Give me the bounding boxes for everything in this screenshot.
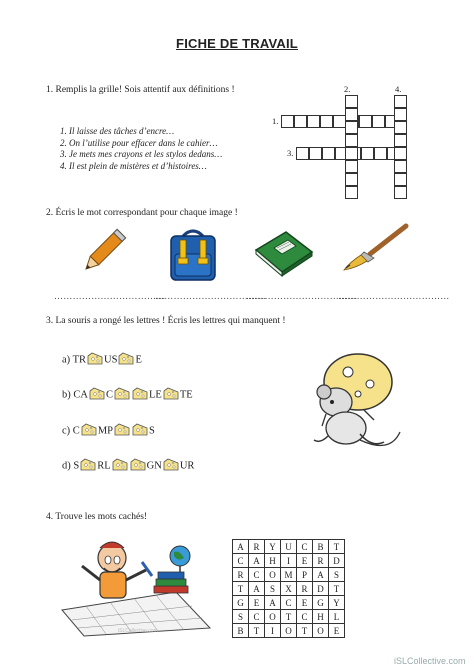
word-search-cell[interactable]: O — [313, 624, 329, 638]
word-search-cell[interactable]: A — [233, 540, 249, 554]
gnawed-word-letters: UR — [179, 460, 195, 472]
word-search-cell[interactable]: D — [313, 582, 329, 596]
crossword-cell[interactable] — [394, 186, 407, 199]
word-search-cell[interactable]: M — [281, 568, 297, 582]
word-search-cell[interactable]: G — [313, 596, 329, 610]
word-search-cell[interactable]: R — [313, 554, 329, 568]
word-search-cell[interactable]: P — [297, 568, 313, 582]
word-search-row — [233, 540, 345, 554]
crossword-number-3: 3. — [287, 148, 294, 158]
gnawed-word-label: c) — [62, 425, 73, 437]
word-search-row — [233, 554, 345, 568]
word-search-cell[interactable]: C — [249, 610, 265, 624]
word-search-cell[interactable]: B — [313, 540, 329, 554]
cheese-icon — [130, 458, 146, 474]
crossword-cell[interactable] — [294, 115, 307, 128]
mouse-with-cheese-image — [300, 344, 408, 456]
crossword-cell[interactable] — [359, 115, 372, 128]
gnawed-word-2 — [62, 387, 193, 403]
definition-2: 2. On l’utilise pour effacer dans le cahier… — [60, 137, 218, 148]
crossword-cell[interactable] — [345, 108, 358, 121]
crossword-cell[interactable] — [322, 147, 335, 160]
crossword-cell[interactable] — [345, 95, 358, 108]
exercise-4-instruction: 4. Trouve les mots cachés! — [46, 512, 148, 522]
crossword-cell[interactable] — [296, 147, 309, 160]
word-search-cell[interactable]: A — [265, 596, 281, 610]
gnawed-word-letters: TE — [179, 389, 193, 401]
cheese-icon — [89, 387, 105, 403]
definition-1: 1. Il laisse des tâches d’encre… — [60, 126, 175, 136]
definition-4: 4. Il est plein de mistères et d’histoires… — [60, 160, 207, 171]
word-search-cell[interactable]: O — [281, 624, 297, 638]
crossword-cell[interactable] — [345, 121, 358, 134]
gnawed-word-letters: TR — [72, 354, 87, 366]
gnawed-word-letters: GN — [146, 460, 162, 472]
gnawed-word-letters: S — [73, 460, 80, 472]
exercise-2-instruction: 2. Écris le mot correspondant pour chaque image ! — [46, 208, 238, 218]
gnawed-word-4 — [62, 458, 194, 474]
word-search-cell[interactable]: C — [281, 596, 297, 610]
pencil-image — [78, 226, 128, 278]
student-with-crossword-image — [56, 532, 214, 638]
word-search-cell[interactable]: L — [329, 610, 345, 624]
word-search-row — [233, 624, 345, 638]
paintbrush-image — [340, 222, 410, 274]
crossword-number-2: 2. — [344, 84, 351, 94]
word-search-cell[interactable]: I — [265, 624, 281, 638]
crossword-cell[interactable] — [307, 115, 320, 128]
footer-brand: iSLCollective.com — [394, 656, 466, 666]
word-search-cell[interactable]: Y — [265, 540, 281, 554]
word-search-cell[interactable]: A — [249, 582, 265, 596]
cheese-icon — [114, 387, 130, 403]
word-search-cell[interactable]: T — [281, 610, 297, 624]
exercise-1-instruction: 1. Remplis la grille! Sois attentif aux définitions ! — [46, 85, 235, 95]
word-search-row — [233, 582, 345, 596]
word-search-cell[interactable]: C — [233, 554, 249, 568]
crossword-cell[interactable] — [345, 173, 358, 186]
word-search-cell[interactable]: A — [249, 554, 265, 568]
word-search-cell[interactable]: C — [297, 540, 313, 554]
gnawed-word-label: b) — [62, 389, 74, 401]
cheese-icon — [112, 458, 128, 474]
word-search-cell[interactable]: C — [249, 568, 265, 582]
word-search-cell[interactable]: C — [297, 610, 313, 624]
word-search-cell[interactable]: R — [249, 540, 265, 554]
word-search-cell[interactable]: X — [281, 582, 297, 596]
crossword-cell[interactable] — [394, 108, 407, 121]
crossword-number-4: 4. — [395, 84, 402, 94]
word-search-cell[interactable]: O — [265, 568, 281, 582]
answer-line-2[interactable]: ……………………………… — [155, 291, 267, 301]
crossword-cell[interactable] — [394, 121, 407, 134]
crossword-cell[interactable] — [345, 186, 358, 199]
word-search-row — [233, 568, 345, 582]
word-search-cell[interactable]: S — [265, 582, 281, 596]
crossword-cell[interactable] — [394, 134, 407, 147]
cheese-icon — [81, 423, 97, 439]
crossword-cell[interactable] — [345, 160, 358, 173]
exercise-3-instruction: 3. La souris a rongé les lettres ! Écris les lettres qui manquent ! — [46, 316, 286, 326]
word-search-cell[interactable]: R — [233, 568, 249, 582]
gnawed-word-letters: C — [72, 425, 80, 437]
gnawed-word-1 — [62, 352, 142, 368]
crossword-cell[interactable] — [394, 95, 407, 108]
gnawed-word-letters: US — [104, 354, 118, 366]
word-search-cell[interactable]: T — [297, 624, 313, 638]
crossword-cell[interactable] — [372, 115, 385, 128]
page-title: FICHE DE TRAVAIL — [176, 36, 298, 51]
word-search-cell[interactable]: D — [329, 554, 345, 568]
word-search-cell[interactable]: T — [249, 624, 265, 638]
cheese-icon — [132, 423, 148, 439]
crossword-cell[interactable] — [394, 160, 407, 173]
definition-3: 3. Je mets mes crayons et les stylos dedans… — [60, 149, 223, 159]
word-search-cell[interactable]: E — [297, 596, 313, 610]
gnawed-word-letters: LE — [148, 389, 162, 401]
word-search-cell[interactable]: G — [233, 596, 249, 610]
schoolbag-image — [163, 226, 223, 284]
gnawed-word-letters: S — [149, 425, 155, 437]
crossword-cell[interactable] — [345, 147, 358, 160]
word-search-cell[interactable]: E — [297, 554, 313, 568]
word-search-cell[interactable]: T — [233, 582, 249, 596]
crossword-cell[interactable] — [345, 134, 358, 147]
crossword-cell[interactable] — [361, 147, 374, 160]
crossword-number-1: 1. — [272, 116, 279, 126]
word-search-cell[interactable]: T — [329, 582, 345, 596]
cheese-icon — [163, 387, 179, 403]
crossword-cell[interactable] — [281, 115, 294, 128]
cheese-icon — [114, 423, 130, 439]
word-search-cell[interactable]: I — [281, 554, 297, 568]
word-search-cell[interactable]: T — [329, 540, 345, 554]
crossword-cell[interactable] — [320, 115, 333, 128]
gnawed-word-letters: CA — [73, 389, 88, 401]
word-search-cell[interactable]: B — [233, 624, 249, 638]
word-search-cell[interactable]: S — [233, 610, 249, 624]
cheese-icon — [118, 352, 134, 368]
word-search-grid — [232, 539, 345, 638]
word-search-cell[interactable]: H — [265, 554, 281, 568]
word-search-cell[interactable]: H — [313, 610, 329, 624]
gnawed-word-label: d) — [62, 460, 74, 472]
cheese-icon — [163, 458, 179, 474]
crossword-cell[interactable] — [394, 173, 407, 186]
word-search-row — [233, 596, 345, 610]
cheese-icon — [132, 387, 148, 403]
gnawed-word-letters: MP — [97, 425, 113, 437]
crossword-cell[interactable] — [309, 147, 322, 160]
gnawed-word-letters: RL — [97, 460, 111, 472]
word-search-cell[interactable]: A — [313, 568, 329, 582]
cheese-icon — [80, 458, 96, 474]
gnawed-word-3 — [62, 423, 155, 439]
word-search-cell[interactable]: E — [329, 624, 345, 638]
word-search-cell[interactable]: O — [265, 610, 281, 624]
answer-line-1[interactable]: ……………………………… — [54, 291, 166, 301]
word-search-cell[interactable]: Y — [329, 596, 345, 610]
crossword-cell[interactable] — [374, 147, 387, 160]
word-search-cell[interactable]: E — [249, 596, 265, 610]
gnawed-word-letters: C — [105, 389, 113, 401]
answer-line-4[interactable]: ……………………………… — [338, 291, 450, 301]
watermark-text: iSLCollective.com — [118, 628, 158, 634]
answer-line-3[interactable]: ……………………………… — [246, 291, 358, 301]
word-search-cell[interactable]: R — [297, 582, 313, 596]
word-search-cell[interactable]: S — [329, 568, 345, 582]
notebook-image — [252, 228, 316, 278]
exercise-1-definitions — [60, 126, 222, 172]
crossword-cell[interactable] — [394, 147, 407, 160]
cheese-icon — [87, 352, 103, 368]
gnawed-word-letters: E — [135, 354, 142, 366]
word-search-row — [233, 610, 345, 624]
word-search-cell[interactable]: U — [281, 540, 297, 554]
gnawed-word-label: a) — [62, 354, 73, 366]
